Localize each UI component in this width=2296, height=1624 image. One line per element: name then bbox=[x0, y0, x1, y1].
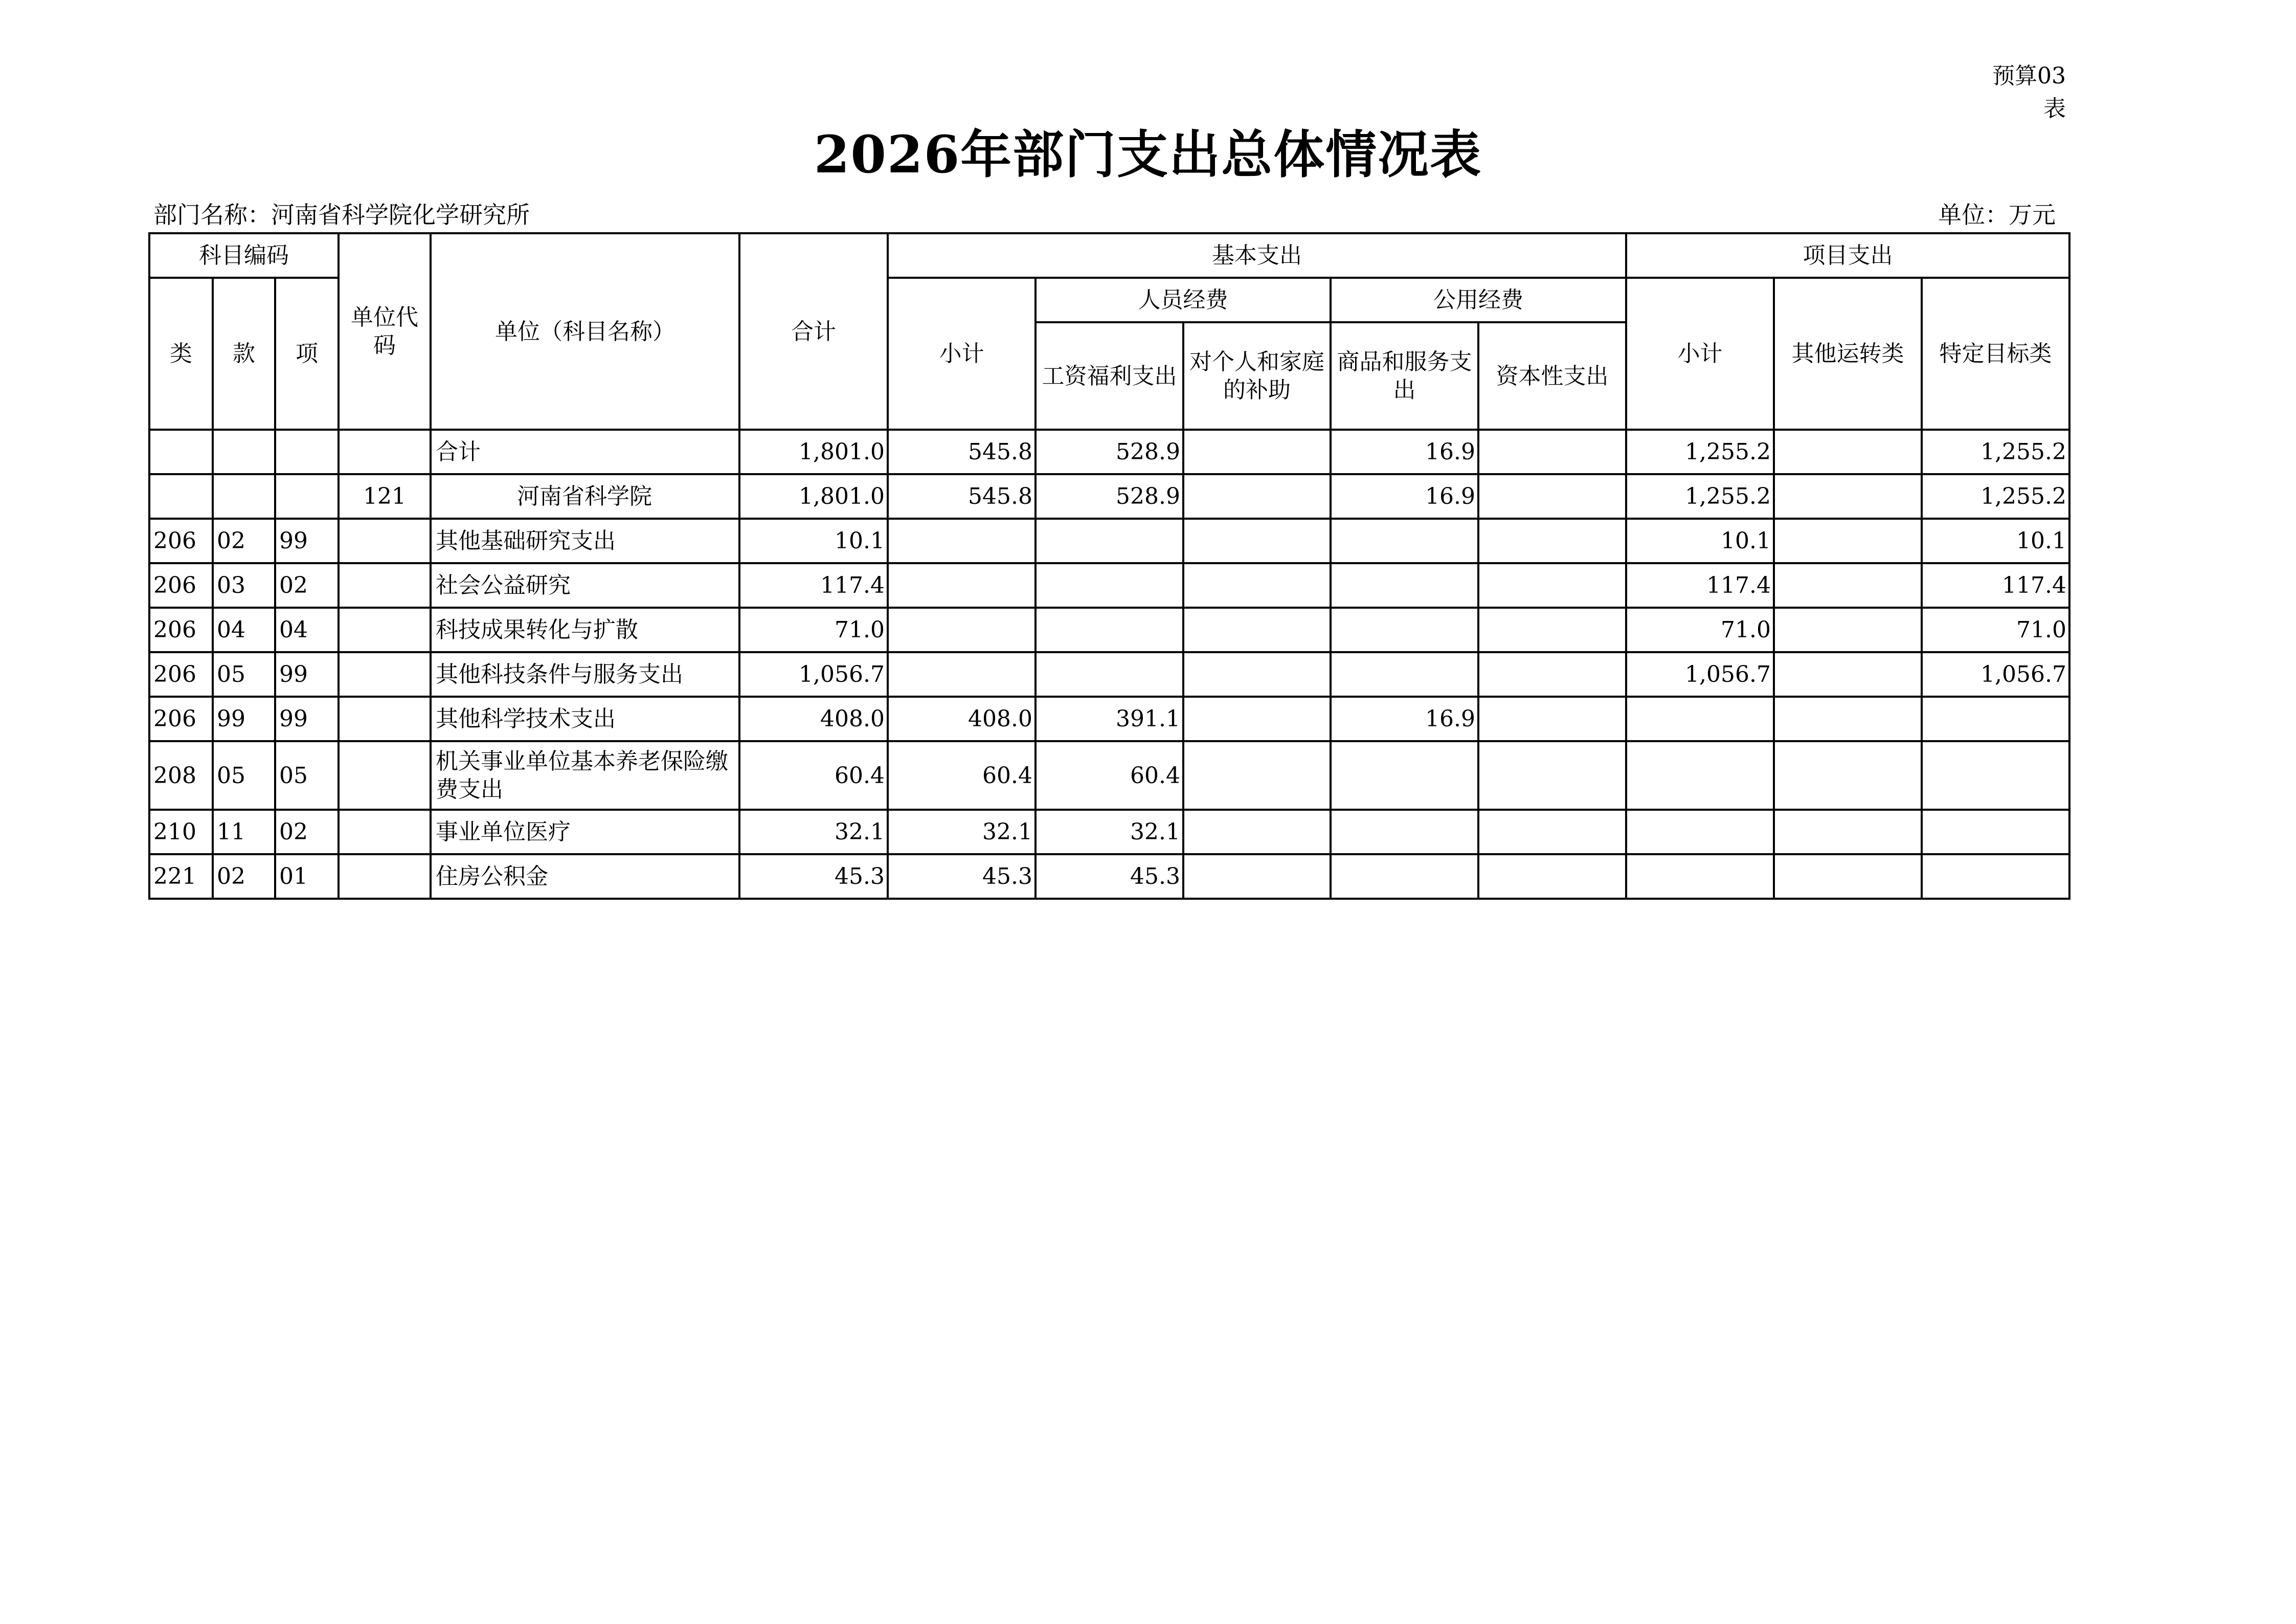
cell-project-subtotal: 1,255.2 bbox=[1626, 474, 1774, 519]
cell-kuan: 05 bbox=[213, 652, 275, 697]
cell-basic-subtotal bbox=[888, 608, 1036, 652]
header-lei: 类 bbox=[149, 278, 213, 430]
table-row bbox=[149, 652, 2069, 697]
cell-other-transfer bbox=[1774, 608, 1922, 652]
cell-xiang: 99 bbox=[275, 519, 339, 563]
cell-lei: 206 bbox=[149, 608, 213, 652]
cell-family-subsidy bbox=[1183, 563, 1331, 608]
header-other-transfer: 其他运转类 bbox=[1774, 278, 1922, 430]
cell-other-transfer bbox=[1774, 854, 1922, 899]
cell-kuan: 02 bbox=[213, 519, 275, 563]
cell-capital bbox=[1478, 810, 1626, 854]
cell-project-subtotal bbox=[1626, 697, 1774, 741]
cell-lei: 206 bbox=[149, 652, 213, 697]
cell-other-transfer bbox=[1774, 474, 1922, 519]
cell-unit-code bbox=[339, 519, 431, 563]
header-project: 项目支出 bbox=[1626, 233, 2069, 278]
cell-total: 1,801.0 bbox=[739, 474, 888, 519]
cell-name: 其他基础研究支出 bbox=[431, 519, 739, 563]
cell-project-subtotal: 71.0 bbox=[1626, 608, 1774, 652]
cell-xiang: 99 bbox=[275, 697, 339, 741]
header-subject-code: 科目编码 bbox=[149, 233, 339, 278]
cell-lei: 206 bbox=[149, 519, 213, 563]
cell-salary bbox=[1036, 519, 1183, 563]
cell-basic-subtotal: 60.4 bbox=[888, 741, 1036, 810]
cell-total: 10.1 bbox=[739, 519, 888, 563]
cell-family-subsidy bbox=[1183, 854, 1331, 899]
cell-other-transfer bbox=[1774, 563, 1922, 608]
cell-specific-target: 1,255.2 bbox=[1922, 474, 2069, 519]
cell-goods-services: 16.9 bbox=[1331, 474, 1478, 519]
cell-capital bbox=[1478, 563, 1626, 608]
cell-specific-target: 117.4 bbox=[1922, 563, 2069, 608]
header-total: 合计 bbox=[739, 233, 888, 430]
cell-lei: 206 bbox=[149, 563, 213, 608]
cell-specific-target bbox=[1922, 741, 2069, 810]
cell-basic-subtotal bbox=[888, 519, 1036, 563]
cell-name: 科技成果转化与扩散 bbox=[431, 608, 739, 652]
cell-xiang: 02 bbox=[275, 563, 339, 608]
header-project-subtotal: 小计 bbox=[1626, 278, 1774, 430]
header-personnel: 人员经费 bbox=[1036, 278, 1331, 322]
cell-name: 河南省科学院 bbox=[431, 474, 739, 519]
cell-total: 1,801.0 bbox=[739, 430, 888, 474]
table-row bbox=[149, 697, 2069, 741]
cell-unit-code bbox=[339, 854, 431, 899]
cell-name: 其他科学技术支出 bbox=[431, 697, 739, 741]
header-kuan: 款 bbox=[213, 278, 275, 430]
cell-goods-services bbox=[1331, 741, 1478, 810]
cell-unit-code bbox=[339, 430, 431, 474]
cell-specific-target: 10.1 bbox=[1922, 519, 2069, 563]
cell-salary: 528.9 bbox=[1036, 474, 1183, 519]
unit-label: 单位：万元 bbox=[1938, 201, 2056, 229]
cell-salary bbox=[1036, 608, 1183, 652]
header-specific-target: 特定目标类 bbox=[1922, 278, 2069, 430]
cell-salary bbox=[1036, 652, 1183, 697]
table-row bbox=[149, 519, 2069, 563]
cell-unit-code: 121 bbox=[339, 474, 431, 519]
form-number: 预算03表 bbox=[1992, 63, 2066, 122]
cell-unit-code bbox=[339, 741, 431, 810]
cell-name: 社会公益研究 bbox=[431, 563, 739, 608]
cell-kuan: 99 bbox=[213, 697, 275, 741]
cell-project-subtotal: 1,255.2 bbox=[1626, 430, 1774, 474]
cell-kuan bbox=[213, 474, 275, 519]
table-row bbox=[149, 854, 2069, 899]
cell-family-subsidy bbox=[1183, 697, 1331, 741]
cell-other-transfer bbox=[1774, 810, 1922, 854]
cell-xiang: 05 bbox=[275, 741, 339, 810]
cell-kuan: 04 bbox=[213, 608, 275, 652]
cell-family-subsidy bbox=[1183, 810, 1331, 854]
cell-lei: 208 bbox=[149, 741, 213, 810]
cell-lei: 206 bbox=[149, 697, 213, 741]
cell-basic-subtotal: 45.3 bbox=[888, 854, 1036, 899]
cell-total: 45.3 bbox=[739, 854, 888, 899]
cell-salary: 60.4 bbox=[1036, 741, 1183, 810]
cell-xiang: 01 bbox=[275, 854, 339, 899]
cell-total: 71.0 bbox=[739, 608, 888, 652]
cell-kuan: 11 bbox=[213, 810, 275, 854]
cell-name: 合计 bbox=[431, 430, 739, 474]
header-basic-subtotal: 小计 bbox=[888, 278, 1036, 430]
header-xiang: 项 bbox=[275, 278, 339, 430]
cell-salary: 32.1 bbox=[1036, 810, 1183, 854]
cell-total: 408.0 bbox=[739, 697, 888, 741]
header-salary: 工资福利支出 bbox=[1036, 322, 1183, 430]
cell-xiang: 99 bbox=[275, 652, 339, 697]
cell-other-transfer bbox=[1774, 430, 1922, 474]
cell-basic-subtotal bbox=[888, 563, 1036, 608]
cell-xiang: 02 bbox=[275, 810, 339, 854]
cell-capital bbox=[1478, 519, 1626, 563]
cell-xiang: 04 bbox=[275, 608, 339, 652]
cell-family-subsidy bbox=[1183, 430, 1331, 474]
table-header bbox=[149, 233, 2069, 430]
header-capital: 资本性支出 bbox=[1478, 322, 1626, 430]
cell-capital bbox=[1478, 608, 1626, 652]
cell-kuan: 05 bbox=[213, 741, 275, 810]
cell-lei: 221 bbox=[149, 854, 213, 899]
table-row bbox=[149, 563, 2069, 608]
table-row bbox=[149, 608, 2069, 652]
cell-basic-subtotal: 408.0 bbox=[888, 697, 1036, 741]
cell-xiang bbox=[275, 430, 339, 474]
cell-unit-code bbox=[339, 810, 431, 854]
cell-specific-target bbox=[1922, 810, 2069, 854]
cell-basic-subtotal: 32.1 bbox=[888, 810, 1036, 854]
cell-name: 事业单位医疗 bbox=[431, 810, 739, 854]
cell-other-transfer bbox=[1774, 652, 1922, 697]
header-public: 公用经费 bbox=[1331, 278, 1626, 322]
cell-capital bbox=[1478, 697, 1626, 741]
cell-goods-services bbox=[1331, 810, 1478, 854]
cell-other-transfer bbox=[1774, 741, 1922, 810]
header-basic: 基本支出 bbox=[888, 233, 1626, 278]
cell-kuan: 03 bbox=[213, 563, 275, 608]
cell-other-transfer bbox=[1774, 519, 1922, 563]
cell-goods-services bbox=[1331, 519, 1478, 563]
cell-project-subtotal: 1,056.7 bbox=[1626, 652, 1774, 697]
cell-specific-target bbox=[1922, 697, 2069, 741]
cell-capital bbox=[1478, 652, 1626, 697]
cell-unit-code bbox=[339, 563, 431, 608]
cell-salary: 391.1 bbox=[1036, 697, 1183, 741]
cell-project-subtotal: 117.4 bbox=[1626, 563, 1774, 608]
cell-salary: 528.9 bbox=[1036, 430, 1183, 474]
cell-specific-target: 1,255.2 bbox=[1922, 430, 2069, 474]
cell-name: 住房公积金 bbox=[431, 854, 739, 899]
expenditure-table bbox=[148, 232, 2070, 900]
cell-project-subtotal: 10.1 bbox=[1626, 519, 1774, 563]
cell-goods-services bbox=[1331, 608, 1478, 652]
cell-family-subsidy bbox=[1183, 608, 1331, 652]
table-row bbox=[149, 741, 2069, 810]
header-family-subsidy: 对个人和家庭的补助 bbox=[1183, 322, 1331, 430]
cell-goods-services bbox=[1331, 563, 1478, 608]
cell-salary bbox=[1036, 563, 1183, 608]
cell-unit-code bbox=[339, 652, 431, 697]
cell-name: 机关事业单位基本养老保险缴费支出 bbox=[431, 741, 739, 810]
cell-specific-target: 71.0 bbox=[1922, 608, 2069, 652]
header-unit-code: 单位代码 bbox=[339, 233, 431, 430]
cell-basic-subtotal bbox=[888, 652, 1036, 697]
cell-family-subsidy bbox=[1183, 652, 1331, 697]
cell-goods-services bbox=[1331, 652, 1478, 697]
cell-xiang bbox=[275, 474, 339, 519]
header-unit-name: 单位（科目名称） bbox=[431, 233, 739, 430]
cell-total: 117.4 bbox=[739, 563, 888, 608]
cell-capital bbox=[1478, 741, 1626, 810]
cell-goods-services bbox=[1331, 854, 1478, 899]
cell-family-subsidy bbox=[1183, 741, 1331, 810]
cell-name: 其他科技条件与服务支出 bbox=[431, 652, 739, 697]
cell-project-subtotal bbox=[1626, 741, 1774, 810]
table-body bbox=[149, 430, 2069, 899]
cell-family-subsidy bbox=[1183, 519, 1331, 563]
cell-capital bbox=[1478, 474, 1626, 519]
cell-capital bbox=[1478, 854, 1626, 899]
cell-project-subtotal bbox=[1626, 854, 1774, 899]
cell-total: 1,056.7 bbox=[739, 652, 888, 697]
cell-total: 32.1 bbox=[739, 810, 888, 854]
cell-specific-target: 1,056.7 bbox=[1922, 652, 2069, 697]
cell-lei bbox=[149, 430, 213, 474]
cell-basic-subtotal: 545.8 bbox=[888, 430, 1036, 474]
cell-unit-code bbox=[339, 697, 431, 741]
cell-kuan: 02 bbox=[213, 854, 275, 899]
cell-capital bbox=[1478, 430, 1626, 474]
header-goods-services: 商品和服务支出 bbox=[1331, 322, 1478, 430]
table-row bbox=[149, 810, 2069, 854]
cell-specific-target bbox=[1922, 854, 2069, 899]
page-title: 2026年部门支出总体情况表 bbox=[814, 124, 1482, 185]
table-row bbox=[149, 474, 2069, 519]
cell-total: 60.4 bbox=[739, 741, 888, 810]
cell-goods-services: 16.9 bbox=[1331, 697, 1478, 741]
cell-goods-services: 16.9 bbox=[1331, 430, 1478, 474]
table-row bbox=[149, 430, 2069, 474]
cell-other-transfer bbox=[1774, 697, 1922, 741]
cell-unit-code bbox=[339, 608, 431, 652]
department-name: 部门名称：河南省科学院化学研究所 bbox=[153, 201, 530, 229]
cell-project-subtotal bbox=[1626, 810, 1774, 854]
cell-salary: 45.3 bbox=[1036, 854, 1183, 899]
cell-lei bbox=[149, 474, 213, 519]
cell-kuan bbox=[213, 430, 275, 474]
cell-family-subsidy bbox=[1183, 474, 1331, 519]
cell-lei: 210 bbox=[149, 810, 213, 854]
cell-basic-subtotal: 545.8 bbox=[888, 474, 1036, 519]
